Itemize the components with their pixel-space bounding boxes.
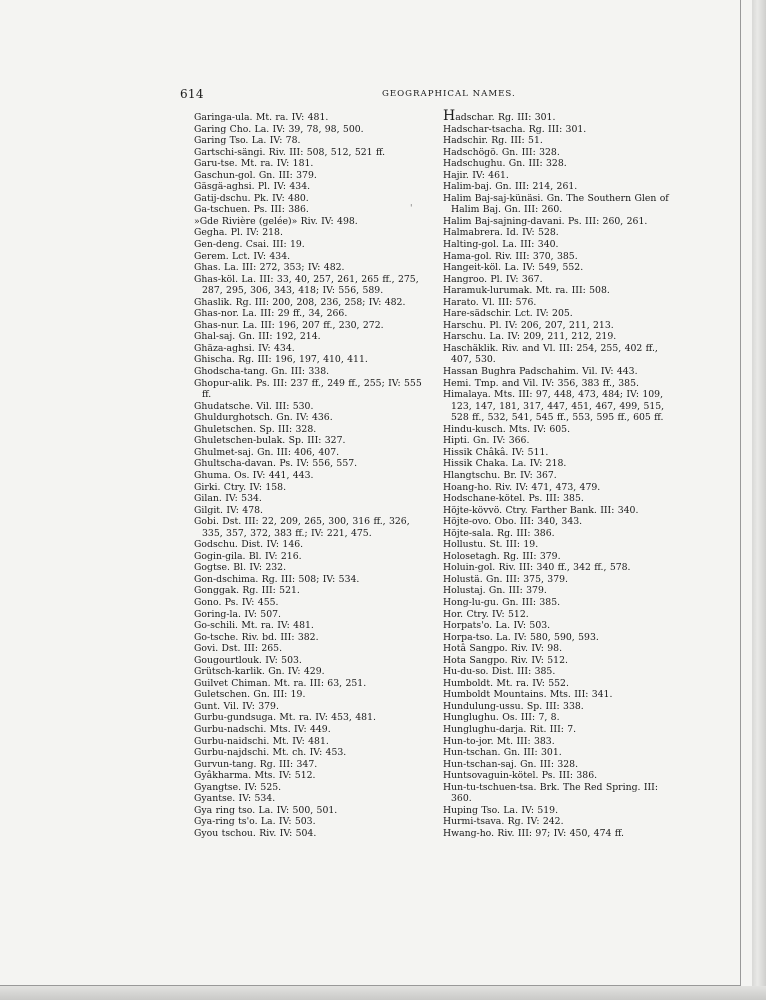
- index-entry: Hadschughu. Gn. III: 328.: [443, 158, 567, 170]
- index-entry: Hajir. IV: 461.: [443, 169, 509, 181]
- index-entry: Haramuk-lurumak. Mt. ra. III: 508.: [443, 285, 610, 297]
- index-entry: Gilgit. IV: 478.: [194, 504, 263, 516]
- index-entry: Höjte-sala. Rg. III: 386.: [443, 527, 555, 539]
- index-entry: Hoang-ho. Riv. IV: 471, 473, 479.: [443, 481, 601, 493]
- index-entry: Gurbu-nadschi. Mts. IV: 449.: [194, 723, 331, 735]
- index-column-left: [194, 112, 428, 839]
- index-entry: Hindu-kusch. Mts. IV: 605.: [443, 423, 571, 435]
- index-entry: Go-tsche. Riv. bd. III: 382.: [194, 631, 319, 643]
- index-entry: Gono. Ps. IV: 455.: [194, 596, 279, 608]
- index-entry: Hare-sädschir. Lct. IV: 205.: [443, 308, 573, 320]
- index-entry: Ghuletschen. Sp. III: 328.: [194, 423, 317, 435]
- index-entry: Halim Baj-sajning-davani. Ps. III: 260, 261.: [443, 215, 648, 227]
- index-entry: Hun-tschan. Gn. III: 301.: [443, 747, 562, 759]
- index-entry: Garu-tse. Mt. ra. IV: 181.: [194, 158, 314, 170]
- index-entry: Hunglughu. Os. III: 7, 8.: [443, 712, 560, 724]
- index-entry: Hwang-ho. Riv. III: 97; IV: 450, 474 ff.: [443, 827, 624, 839]
- index-entry: Gerem. Lct. IV: 434.: [194, 250, 291, 262]
- index-entry: Hadschar-tsacha. Rg. III: 301.: [443, 123, 587, 135]
- index-entry: Hunglughu-darja. Rit. III: 7.: [443, 723, 577, 735]
- index-entry: Gunt. Vil. IV: 379.: [194, 700, 279, 712]
- index-entry: Gya ring tso. La. IV: 500, 501.: [194, 804, 338, 816]
- index-entry: Hadschir. Rg. III: 51.: [443, 135, 543, 147]
- index-entry: Ghodscha-tang. Gn. III: 338.: [194, 366, 330, 378]
- index-entry: Goring-la. IV: 507.: [194, 608, 281, 620]
- index-entry: Huntsovaguin-kötel. Ps. III: 386.: [443, 770, 598, 782]
- index-entry: Gobi. Dst. III: 22, 209, 265, 300, 316 ff., 326, 335, 357, 372, 383 ff.; IV: 221, 475.: [194, 516, 410, 539]
- page-edge-right-line: [740, 0, 741, 990]
- index-entry: Hissik Châkâ. IV: 511.: [443, 446, 549, 458]
- index-entry: Holustä. Gn. III: 375, 379.: [443, 573, 569, 585]
- index-entry: Hor. Ctry. IV: 512.: [443, 608, 529, 620]
- index-entry: Ghas-köl. La. III: 33, 40, 257, 261, 265 ff., 275, 287, 295, 306, 343, 418; IV: 556, 589.: [194, 273, 419, 297]
- running-head: GEOGRAPHICAL NAMES.: [382, 89, 516, 99]
- index-entry: Gogin-gila. Bl. IV: 216.: [194, 550, 302, 562]
- index-entry: Hun-tschan-saj. Gn. III: 328.: [443, 758, 579, 770]
- index-entry: Hlangtschu. Br. IV: 367.: [443, 469, 557, 481]
- index-entry: Govi. Dst. III: 265.: [194, 643, 283, 655]
- index-entry: Hun-tu-tschuen-tsa. Brk. The Red Spring. III: 360.: [443, 781, 658, 805]
- index-entry: Ghas-nur. La. III: 196, 207 ff., 230, 272.: [194, 319, 384, 331]
- index-entry: Harato. Vl. III: 576.: [443, 296, 537, 308]
- index-entry: Ghas-nor. La. III: 29 ff., 34, 266.: [194, 308, 348, 320]
- index-entry: Gougourtlouk. IV: 503.: [194, 654, 302, 666]
- index-entry: Guilvet Chiman. Mt. ra. III: 63, 251.: [194, 677, 367, 689]
- index-entry: Hurmi-tsava. Rg. IV: 242.: [443, 816, 564, 828]
- index-entry: Gen-deng. Csai. III: 19.: [194, 239, 305, 251]
- index-entry: Holosetagh. Rg. III: 379.: [443, 550, 561, 562]
- index-entry: Ghuma. Os. IV: 441, 443.: [194, 469, 314, 481]
- index-entry: Ghäza-aghsi. IV: 434.: [194, 342, 295, 354]
- index-entry: Girki. Ctry. IV: 158.: [194, 481, 287, 493]
- index-entry: Hemi. Tmp. and Vil. IV: 356, 383 ff., 385.: [443, 377, 639, 389]
- index-entry: Go-schili. Mt. ra. IV: 481.: [194, 620, 314, 632]
- index-entry: Hadschar. Rg. III: 301.: [443, 108, 556, 124]
- index-column-right: [443, 108, 681, 839]
- index-entry: Hollustu. St. III: 19.: [443, 539, 539, 551]
- stray-mark: ': [410, 204, 413, 214]
- index-entry: Halting-gol. La. III: 340.: [443, 239, 559, 251]
- index-entry: Himalaya. Mts. III: 97, 448, 473, 484; IV: 109, 123, 147, 181, 317, 447, 451, 467, 499, 515, 528 ff., 532, 541, 545 ff., 553, 595 ff., 605 ff.: [443, 389, 665, 424]
- index-entry: Hama-gol. Riv. III: 370, 385.: [443, 250, 578, 262]
- index-entry: Gyangtse. IV: 525.: [194, 781, 282, 793]
- index-entry: Hu-du-so. Dist. III: 385.: [443, 666, 556, 678]
- index-entry: Gurbu-naidschi. Mt. IV: 481.: [194, 735, 329, 747]
- index-entry: Gyâkharma. Mts. IV: 512.: [194, 770, 316, 782]
- index-entry: Horpa-tso. La. IV: 580, 590, 593.: [443, 631, 599, 643]
- page-number: 614: [180, 87, 204, 101]
- index-entry: Hissik Chaka. La. IV: 218.: [443, 458, 567, 470]
- index-entry: Gogtse. Bl. IV: 232.: [194, 562, 287, 574]
- index-entry: Hota Sangpo. Riv. IV: 512.: [443, 654, 568, 666]
- index-entry: Halmabrera. Id. IV: 528.: [443, 227, 559, 239]
- index-entry: Ghuldurghotsch. Gn. IV: 436.: [194, 412, 333, 424]
- page-edge-right: [752, 0, 766, 1000]
- index-entry: Horpats'o. La. IV: 503.: [443, 620, 551, 632]
- index-entry: Ghopur-alik. Ps. III: 237 ff., 249 ff., 255; IV: 555 ff.: [194, 377, 422, 401]
- index-entry: Gyantse. IV: 534.: [194, 793, 276, 805]
- index-entry: Hong-lu-gu. Gn. III: 385.: [443, 596, 561, 608]
- index-entry: Ghuletschen-bulak. Sp. III: 327.: [194, 435, 346, 447]
- index-entry: Humboldt. Mt. ra. IV: 552.: [443, 677, 569, 689]
- index-entry: Holuin-gol. Riv. III: 340 ff., 342 ff., 578.: [443, 562, 631, 574]
- index-entry: Gatij-dschu. Pk. IV: 480.: [194, 192, 309, 204]
- index-entry: Guletschen. Gn. III: 19.: [194, 689, 306, 701]
- index-entry: Grütsch-karlik. Gn. IV: 429.: [194, 666, 325, 678]
- index-entry: Gurbu-najdschi. Mt. ch. IV: 453.: [194, 747, 347, 759]
- index-entry: Gilan. IV: 534.: [194, 493, 262, 505]
- index-entry: Gegha. Pl. IV: 218.: [194, 227, 283, 239]
- index-entry: Ghas. La. III: 272, 353; IV: 482.: [194, 262, 345, 274]
- index-entry: Ghultscha-davan. Ps. IV: 556, 557.: [194, 458, 358, 470]
- index-entry: Garing Cho. La. IV: 39, 78, 98, 500.: [194, 123, 364, 135]
- index-entry: Ghal-saj. Gn. III: 192, 214.: [194, 331, 321, 343]
- index-entry: Hadschögö. Gn. III: 328.: [443, 146, 560, 158]
- index-entry: Ghischa. Rg. III: 196, 197, 410, 411.: [194, 354, 368, 366]
- index-entry: Halim Baj-saj-künäsi. Gn. The Southern Glen of Halim Baj. Gn. III: 260.: [443, 192, 669, 216]
- index-entry: Humboldt Mountains. Mts. III: 341.: [443, 689, 613, 701]
- page-edge-bottom: [0, 986, 766, 1000]
- index-entry: Gurbu-gundsuga. Mt. ra. IV: 453, 481.: [194, 712, 376, 724]
- index-entry: Höjte-ovo. Obo. III: 340, 343.: [443, 516, 583, 528]
- index-entry: Hodschane-kötel. Ps. III: 385.: [443, 493, 584, 505]
- index-entry: Hangeit-köl. La. IV: 549, 552.: [443, 262, 584, 274]
- index-entry: Halim-baj. Gn. III: 214, 261.: [443, 181, 578, 193]
- index-entry: Gyou tschou. Riv. IV: 504.: [194, 827, 317, 839]
- index-entry: Godschu. Dist. IV: 146.: [194, 539, 304, 551]
- index-entry: Gonggak. Rg. III: 521.: [194, 585, 300, 597]
- index-entry: Harschu. La. IV: 209, 211, 212, 219.: [443, 331, 617, 343]
- index-entry: Hassan Bughra Padschahim. Vil. IV: 443.: [443, 366, 638, 378]
- index-entry: Gartschi-sängi. Riv. III: 508, 512, 521 ff.: [194, 146, 386, 158]
- index-entry: Gon-dschima. Rg. III: 508; IV: 534.: [194, 573, 360, 585]
- index-entry: Huping Tso. La. IV: 519.: [443, 804, 559, 816]
- index-entry: Garing Tso. La. IV: 78.: [194, 135, 301, 147]
- index-entry: Gurvun-tang. Rg. III: 347.: [194, 758, 318, 770]
- index-entry: Ghaslik. Rg. III: 200, 208, 236, 258; IV: 482.: [194, 296, 406, 308]
- index-entry: Hotâ Sangpo. Riv. IV: 98.: [443, 643, 563, 655]
- index-entry: Harschu. Pl. IV: 206, 207, 211, 213.: [443, 319, 614, 331]
- index-entry: Garinga-ula. Mt. ra. IV: 481.: [194, 112, 329, 123]
- index-entry: Gäsgä-aghsi. Pl. IV: 434.: [194, 181, 311, 193]
- index-entry: »Gde Rivière (gelée)» Riv. IV: 498.: [194, 215, 358, 227]
- index-entry: Haschäklik. Riv. and Vl. III: 254, 255, 402 ff., 407, 530.: [443, 342, 658, 366]
- index-entry: Ghulmet-saj. Gn. III: 406, 407.: [194, 446, 340, 458]
- index-entry: Holustaj. Gn. III: 379.: [443, 585, 547, 597]
- index-entry: Ghudatsche. Vil. III: 530.: [194, 400, 314, 412]
- index-entry: Gaschun-gol. Gn. III: 379.: [194, 169, 317, 181]
- index-entry: Hangroo. Pl. IV: 367.: [443, 273, 543, 285]
- index-entry: Höjte-kövvö. Ctry. Farther Bank. III: 340.: [443, 504, 639, 516]
- index-entry: Gya-ring ts'o. La. IV: 503.: [194, 816, 316, 828]
- index-entry: Ga-tschuen. Ps. III: 386.: [194, 204, 309, 216]
- index-entry: Hipti. Gn. IV: 366.: [443, 435, 530, 447]
- index-entry: Hun-to-jor. Mt. III: 383.: [443, 735, 555, 747]
- index-entry: Hundulung-ussu. Sp. III: 338.: [443, 700, 584, 712]
